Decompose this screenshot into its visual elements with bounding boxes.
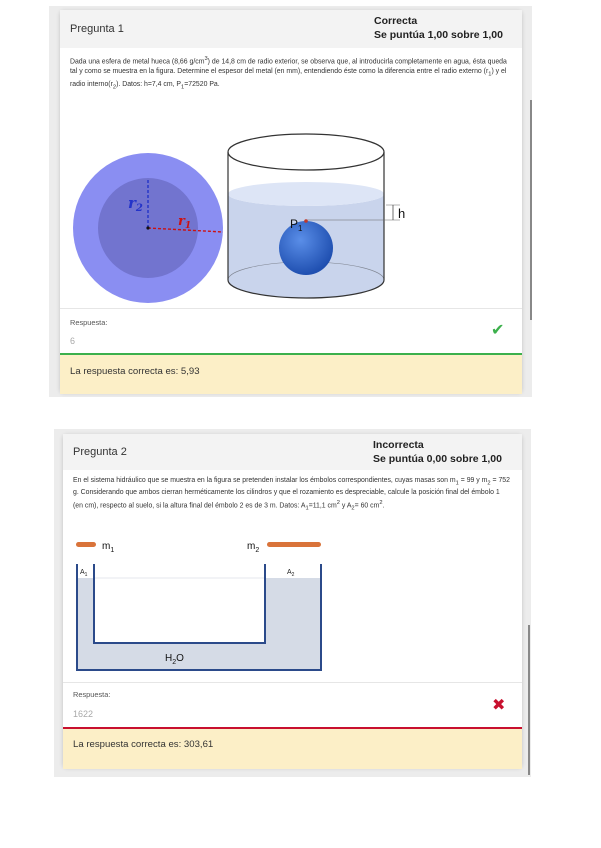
question-2-status: [373, 438, 502, 466]
question-2-response-separator: [63, 682, 522, 683]
question-2-header: [63, 434, 522, 470]
question-2-scrollbar[interactable]: [528, 625, 530, 775]
cross-icon: ✖: [492, 697, 506, 714]
vessel-inner-wall: [94, 564, 265, 643]
question-1-title: Pregunta 1: [70, 23, 124, 35]
question-2-text: En el sistema hidráulico que se muestra en la figura se pretenden instalar los émbolos correspondientes, cuyas masas son $m_1 = 99$ y $m_2 = 752$ g. Considerando que ambos cierran herméticamente los cilindros y que el rozamiento es despreciable, calcule la posición final del émbolo 1 (en cm), respecto al suelo, si la altura final del émbolo 2 es de 3 m. Datos: $A_1=11,1$ $cm^2$ y $A_2= 60$ $cm^2$.: [73, 477, 510, 513]
cylinder-rim: [228, 134, 384, 170]
question-2-card: [63, 434, 522, 767]
label-m2: $m_2$: [247, 541, 260, 554]
question-2-response-label: Respuesta:: [73, 690, 111, 699]
question-1-card: [60, 10, 522, 392]
question-1-header: [60, 10, 522, 48]
sphere-center: [146, 226, 149, 229]
question-1-scrollbar[interactable]: [530, 100, 532, 320]
piston-m1: [76, 542, 96, 547]
fluid-h2o: [77, 578, 321, 670]
label-a2: $A_2$: [287, 569, 295, 578]
label-a1: $A_1$: [80, 569, 88, 578]
check-icon: ✔: [491, 322, 505, 339]
question-1-state: Correcta: [374, 15, 418, 27]
question-1-response-separator: [60, 308, 522, 309]
question-1-response-label: Respuesta:: [70, 318, 108, 327]
question-2-response-input[interactable]: 1622: [73, 709, 94, 719]
label-h: h: [398, 206, 406, 221]
question-2-state: Incorrecta: [373, 439, 424, 451]
question-2-figure: [71, 530, 341, 680]
question-2-correct-answer: La respuesta correcta es: 303,61: [73, 739, 214, 750]
question-1-status: [374, 14, 503, 42]
question-2-title: Pregunta 2: [73, 446, 127, 458]
question-1-text: Dada una esfera de metal hueca (8,66 $g/cm^3$) de 14,8 cm de radio exterior, se observa que, al introducirla completamente en agua, ésta queda tal y como se muestra en la figura. Determine el espesor del metal (en mm), entendiendo éste como la diferencia entre el radio externo $(r_1)$ y el radio $interno(r_2)$. Datos: h=7,4 cm, $P_1=72520$ Pa.: [70, 56, 507, 91]
piston-m2: [267, 542, 321, 547]
question-1-grade: Se puntúa 1,00 sobre 1,00: [374, 29, 503, 41]
label-r1: $r_1$: [178, 214, 192, 231]
submerged-ball: [279, 221, 333, 275]
p1-point: [304, 219, 308, 223]
label-h2o: $H_2O$: [165, 653, 184, 666]
question-1-response-input[interactable]: 6: [70, 336, 76, 346]
question-2-feedback: [63, 727, 522, 769]
label-p1: $P_1$: [290, 217, 303, 233]
question-1-correct-answer: La respuesta correcta es: 5,93: [70, 366, 200, 377]
water-surface: [228, 182, 384, 206]
question-1-feedback: [60, 353, 522, 394]
label-r2: $r_2$: [128, 194, 143, 214]
question-1-figure: [70, 130, 406, 315]
question-2-grade: Se puntúa 0,00 sobre 1,00: [373, 453, 502, 465]
label-m1: $m_1$: [102, 541, 115, 554]
